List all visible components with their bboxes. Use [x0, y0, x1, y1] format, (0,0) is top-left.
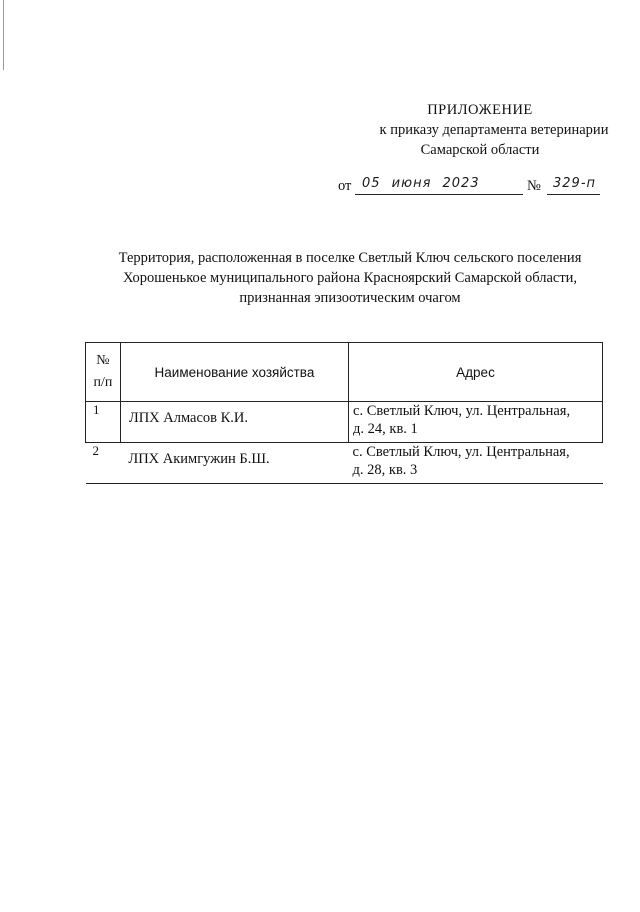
table-row: [86, 443, 603, 484]
heading-line-3: признанная эпизоотическим очагом: [239, 290, 461, 306]
table-header-row: [86, 343, 603, 402]
header-farm-name: Наименование хозяйства: [120, 343, 348, 402]
order-date-label: от: [338, 178, 352, 194]
row-farm-name: ЛПХ Алмасов К.И.: [120, 402, 348, 443]
order-date-handwritten: 05 июня 2023: [362, 176, 480, 191]
row-address-line-1: с. Светлый Ключ, ул. Центральная,: [352, 444, 570, 460]
heading-line-1: Территория, расположенная в поселке Светлый Ключ сельского поселения: [118, 250, 582, 266]
document-heading: [60, 248, 640, 308]
heading-line-2: Хорошенькое муниципального района Красноярский Самарской области,: [122, 270, 578, 286]
table-body: [86, 402, 603, 484]
table-header: [86, 343, 603, 402]
order-number-label: №: [527, 178, 541, 194]
row-farm-name: ЛПХ Акимгужин Б.Ш.: [120, 443, 348, 484]
farms-table: [85, 342, 603, 484]
header-number-sign: №: [96, 353, 110, 368]
row-address: [349, 402, 603, 443]
row-address-line-1: с. Светлый Ключ, ул. Центральная,: [353, 403, 571, 419]
header-number-pp: п/п: [93, 375, 113, 390]
row-address-line-2: д. 28, кв. 3: [352, 462, 418, 478]
header-address: Адрес: [349, 343, 603, 402]
order-line: [338, 174, 600, 198]
row-address-line-2: д. 24, кв. 1: [353, 421, 418, 437]
appendix-reference: к приказу департамента ветеринарии: [379, 122, 609, 138]
appendix-region: Самарской области: [420, 142, 540, 158]
order-number-handwritten: 329-п: [553, 176, 597, 191]
appendix-title: ПРИЛОЖЕНИЕ: [427, 102, 533, 118]
table-row: [86, 402, 603, 443]
row-number: 1: [86, 402, 121, 443]
header-number: [86, 343, 121, 402]
scan-edge-line: [3, 0, 4, 70]
order-number-underline: [547, 194, 600, 195]
row-address: [349, 443, 603, 484]
row-number: 2: [86, 443, 121, 484]
order-date-underline: [355, 194, 523, 195]
appendix-block: [330, 100, 630, 160]
